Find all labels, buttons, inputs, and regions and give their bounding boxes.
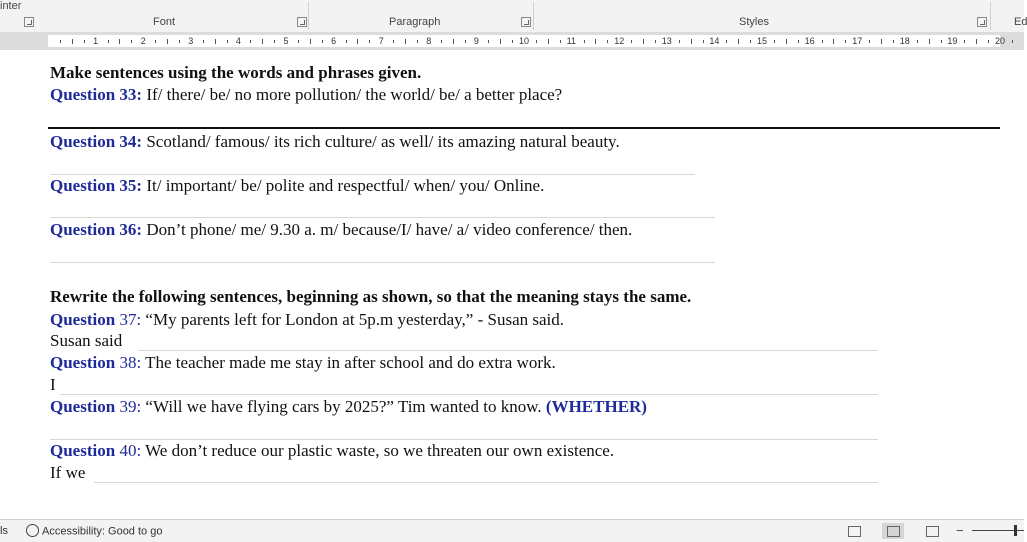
- ruler-tick: [72, 39, 73, 44]
- ruler-number: 4: [235, 36, 241, 46]
- ruler-tick: [643, 39, 644, 44]
- question-text: Don’t phone/ me/ 9.30 a. m/ because/I/ have/ a/ video conference/ then.: [142, 220, 633, 239]
- question-text: The teacher made me stay in after school and do extra work.: [141, 353, 556, 372]
- question-number: 39:: [115, 397, 142, 416]
- ruler-tick: [976, 39, 977, 44]
- question-text: If/ there/ be/ no more pollution/ the world/ be/ a better place?: [142, 85, 563, 104]
- ruler-number: 19: [947, 36, 958, 46]
- answer-line: [138, 350, 878, 351]
- question-text: Scotland/ famous/ its rich culture/ as well/ its amazing natural beauty.: [142, 132, 620, 151]
- ruler-tick: [179, 40, 180, 43]
- answer-prompt: I: [50, 375, 56, 394]
- question-37: [50, 310, 564, 330]
- ruler-tick: [60, 40, 61, 43]
- question-hint: (WHETHER): [545, 397, 647, 416]
- ruler-tick: [84, 40, 85, 43]
- question-label: Question 35:: [50, 176, 143, 195]
- styles-dialog-launcher-icon[interactable]: [977, 17, 987, 27]
- ruler-tick: [679, 40, 680, 43]
- answer-prompt: If we: [50, 463, 86, 482]
- ruler-tick: [584, 40, 585, 43]
- ruler-tick: [774, 40, 775, 43]
- ruler-number: 3: [188, 36, 194, 46]
- font-group-label: Font: [153, 16, 176, 28]
- ruler-tick: [298, 40, 299, 43]
- question-label: Question 36:: [50, 220, 143, 239]
- question-number: 40:: [115, 441, 142, 460]
- ruler-tick: [488, 40, 489, 43]
- ruler-number: 15: [757, 36, 768, 46]
- ruler-tick: [750, 40, 751, 43]
- question-34: [50, 132, 620, 152]
- ruler-tick: [512, 40, 513, 43]
- section-heading: Rewrite the following sentences, beginning as shown, so that the meaning stays the same.: [50, 287, 692, 306]
- ruler-tick: [369, 40, 370, 43]
- zoom-out-icon[interactable]: −: [956, 523, 964, 538]
- horizontal-ruler[interactable]: [0, 32, 1024, 50]
- answer-prompt: Susan said: [50, 331, 123, 350]
- ruler-tick: [548, 39, 549, 44]
- ruler-tick: [167, 39, 168, 44]
- answer-line: [50, 174, 695, 175]
- ruler-number: 7: [378, 36, 384, 46]
- ribbon-separator: [308, 2, 309, 30]
- ruler-tick: [869, 40, 870, 43]
- ruler-tick: [203, 40, 204, 43]
- ruler-number: 9: [473, 36, 479, 46]
- ruler-tick: [964, 40, 965, 43]
- ruler-tick: [893, 40, 894, 43]
- question-38: [50, 353, 556, 373]
- accessibility-status[interactable]: [26, 525, 162, 538]
- ruler-tick: [988, 40, 989, 43]
- question-number: 37:: [115, 310, 142, 329]
- ruler-tick: [536, 40, 537, 43]
- ruler-tick: [417, 40, 418, 43]
- zoom-slider-thumb[interactable]: [1014, 525, 1017, 536]
- ruler-number: 13: [661, 36, 672, 46]
- ruler-tick: [357, 39, 358, 44]
- read-mode-button[interactable]: [843, 523, 865, 539]
- ruler-tick: [405, 39, 406, 44]
- ruler-tick: [453, 39, 454, 44]
- answer-line: [50, 217, 715, 218]
- status-fragment: ls: [0, 525, 8, 537]
- ruler-tick: [786, 39, 787, 44]
- question-39: [50, 397, 647, 417]
- ribbon-separator: [533, 2, 534, 30]
- paragraph-group-label: Paragraph: [389, 16, 441, 28]
- ruler-number: 2: [140, 36, 146, 46]
- ruler-tick: [560, 40, 561, 43]
- ruler-tick: [941, 40, 942, 43]
- ruler-tick: [607, 40, 608, 43]
- question-36: [50, 220, 632, 240]
- ruler-tick: [250, 40, 251, 43]
- ruler-number: 12: [614, 36, 625, 46]
- web-layout-button[interactable]: [921, 523, 943, 539]
- ruler-tick: [703, 40, 704, 43]
- ruler-number: 1: [93, 36, 99, 46]
- ruler-tick: [833, 39, 834, 44]
- ruler-tick: [845, 40, 846, 43]
- question-label: Question: [50, 310, 116, 329]
- ruler-tick: [393, 40, 394, 43]
- question-40: [50, 441, 614, 461]
- ruler-number: 6: [331, 36, 337, 46]
- ruler-tick: [631, 40, 632, 43]
- ribbon: [0, 0, 1027, 33]
- ruler-tick: [108, 40, 109, 43]
- accessibility-icon: [26, 524, 39, 537]
- answer-line: [50, 262, 715, 263]
- ruler-tick: [441, 40, 442, 43]
- ruler-tick: [738, 39, 739, 44]
- ruler-tick: [310, 39, 311, 44]
- ruler-tick: [346, 40, 347, 43]
- question-text: “My parents left for London at 5p.m yesterday,” - Susan said.: [141, 310, 565, 329]
- ruler-tick: [119, 39, 120, 44]
- ruler-number: 17: [852, 36, 863, 46]
- ruler-tick: [595, 39, 596, 44]
- ruler-tick: [822, 40, 823, 43]
- ruler-tick: [917, 40, 918, 43]
- question-35: [50, 176, 544, 196]
- ruler-tick: [215, 39, 216, 44]
- print-layout-button[interactable]: [882, 523, 904, 539]
- question-label: Question: [50, 397, 116, 416]
- read-mode-icon: [848, 526, 861, 537]
- ruler-number: 10: [519, 36, 530, 46]
- ruler-number: 8: [426, 36, 432, 46]
- ruler-tick: [465, 40, 466, 43]
- section-heading: Make sentences using the words and phrases given.: [50, 63, 422, 82]
- ribbon-fragment: inter: [0, 0, 22, 12]
- ruler-tick: [798, 40, 799, 43]
- styles-group-label: Styles: [739, 16, 769, 28]
- ruler-tick: [262, 39, 263, 44]
- ruler-tick: [131, 40, 132, 43]
- status-bar: [0, 519, 1024, 542]
- question-number: 38:: [115, 353, 142, 372]
- ribbon-separator: [990, 2, 991, 30]
- clipboard-dialog-launcher-icon[interactable]: [24, 17, 34, 27]
- answer-line: [60, 394, 878, 395]
- ruler-tick: [726, 40, 727, 43]
- question-text: “Will we have flying cars by 2025?” Tim wanted to know.: [141, 397, 546, 416]
- question-label: Question 34:: [50, 132, 143, 151]
- question-text: We don’t reduce our plastic waste, so we threaten our own existence.: [141, 441, 615, 460]
- font-dialog-launcher-icon[interactable]: [297, 17, 307, 27]
- question-label: Question 33:: [50, 85, 143, 104]
- question-label: Question: [50, 441, 116, 460]
- ruler-number: 20: [995, 36, 1006, 46]
- ruler-number: 18: [899, 36, 910, 46]
- ruler-tick: [500, 39, 501, 44]
- ruler-number: 5: [283, 36, 289, 46]
- web-layout-icon: [926, 526, 939, 537]
- paragraph-dialog-launcher-icon[interactable]: [521, 17, 531, 27]
- horizontal-rule: [48, 127, 1000, 129]
- ruler-number: 11: [566, 36, 576, 46]
- ruler-tick: [155, 40, 156, 43]
- ruler-number: 14: [709, 36, 720, 46]
- ruler-number: 16: [804, 36, 815, 46]
- question-text: It/ important/ be/ polite and respectful/ when/ you/ Online.: [142, 176, 545, 195]
- ruler-tick: [881, 39, 882, 44]
- print-layout-icon: [887, 526, 900, 537]
- question-label: Question: [50, 353, 116, 372]
- ruler-tick: [322, 40, 323, 43]
- document-page[interactable]: [0, 51, 1024, 518]
- editing-group-label: Ed: [1014, 16, 1027, 28]
- ruler-tick: [1012, 40, 1013, 43]
- answer-line: [50, 439, 878, 440]
- answer-line: [94, 482, 878, 483]
- ruler-tick: [655, 40, 656, 43]
- ruler-tick: [227, 40, 228, 43]
- accessibility-label: Accessibility: Good to go: [42, 525, 163, 538]
- question-33: [50, 85, 562, 105]
- ruler-tick: [274, 40, 275, 43]
- ruler-marks: [0, 32, 1024, 50]
- ruler-tick: [929, 39, 930, 44]
- ruler-tick: [691, 39, 692, 44]
